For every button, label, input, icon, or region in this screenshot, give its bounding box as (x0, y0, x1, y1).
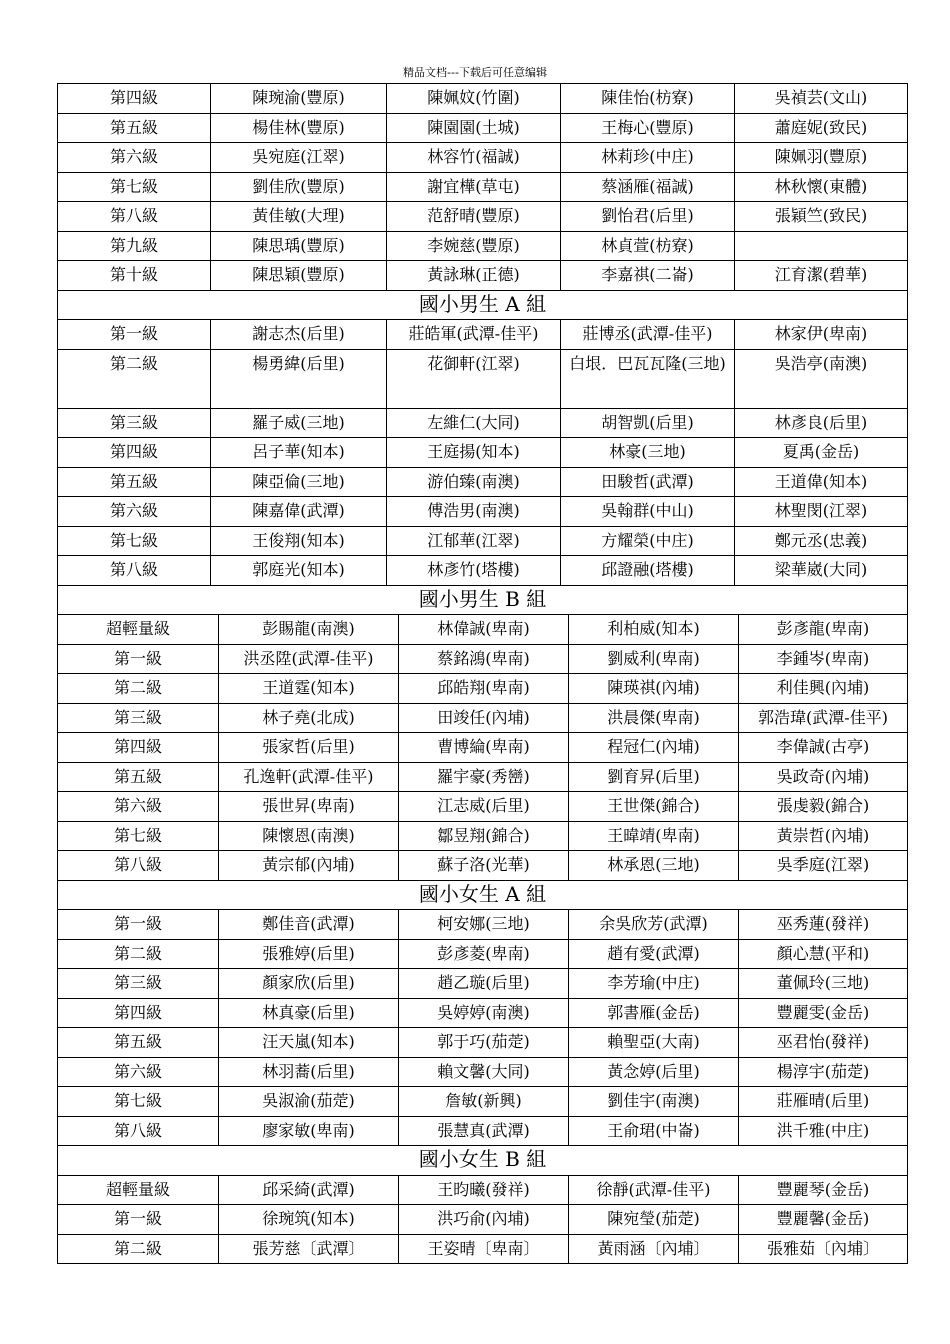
rank-3-cell: 白垠．巴瓦瓦隆(三地) (561, 349, 735, 408)
rank-4-cell: 郭浩瑋(武潭-佳平) (739, 703, 908, 733)
weight-class-cell: 第九級 (58, 231, 211, 261)
rank-4-cell: 梁華崴(大同) (735, 556, 908, 586)
table-row (58, 703, 908, 733)
rank-3-cell: 田駿哲(武潭) (561, 467, 735, 497)
rank-2-cell: 王庭揚(知本) (387, 438, 561, 468)
weight-class-cell: 第二級 (58, 349, 211, 408)
table-row (58, 762, 908, 792)
rank-2-cell: 賴文馨(大同) (399, 1057, 569, 1087)
rank-1-cell: 楊勇緯(后里) (211, 349, 387, 408)
rank-3-cell: 程冠仁(內埔) (569, 733, 739, 763)
weight-class-cell: 超輕量級 (58, 615, 219, 645)
rank-2-cell: 鄒昱翔(錦合) (399, 821, 569, 851)
rank-4-cell: 黃崇哲(內埔) (739, 821, 908, 851)
table-row (58, 1087, 908, 1117)
rank-4-cell: 夏禹(金岳) (735, 438, 908, 468)
table-row (58, 644, 908, 674)
rank-2-cell: 彭彥菱(卑南) (399, 939, 569, 969)
rank-3-cell: 黃念婷(后里) (569, 1057, 739, 1087)
weight-class-cell: 第八級 (58, 202, 211, 232)
rank-4-cell: 林彥良(后里) (735, 408, 908, 438)
rank-1-cell: 張世昇(卑南) (219, 792, 399, 822)
rank-1-cell: 陳琬渝(豐原) (211, 84, 387, 114)
rank-4-cell: 吳浩亭(南澳) (735, 349, 908, 408)
table-row (58, 733, 908, 763)
rank-4-cell: 張穎竺(致民) (735, 202, 908, 232)
table-row (58, 1234, 908, 1264)
rank-1-cell: 洪丞陞(武潭-佳平) (219, 644, 399, 674)
results-container (57, 83, 907, 1264)
table-row (58, 84, 908, 114)
table-row (58, 851, 908, 881)
rank-2-cell: 黃詠琳(正德) (387, 261, 561, 291)
rank-4-cell: 鄭元丞(忠義) (735, 526, 908, 556)
table-row (58, 615, 908, 645)
table-row (58, 792, 908, 822)
rank-2-cell: 洪巧俞(內埔) (399, 1205, 569, 1235)
table-row (58, 438, 908, 468)
rank-4-cell: 江育潔(碧華) (735, 261, 908, 291)
rank-3-cell: 黃雨涵〔內埔〕 (569, 1234, 739, 1264)
rank-3-cell: 賴聖亞(大南) (569, 1028, 739, 1058)
rank-2-cell: 陳園園(土城) (387, 113, 561, 143)
weight-class-cell: 第七級 (58, 1087, 219, 1117)
results-table-group0 (57, 83, 908, 320)
rank-3-cell: 林莉珍(中庄) (561, 143, 735, 173)
table-row (58, 674, 908, 704)
weight-class-cell: 第一級 (58, 320, 211, 350)
rank-3-cell: 陳瑛祺(內埔) (569, 674, 739, 704)
rank-1-cell: 邱采綺(武潭) (219, 1175, 399, 1205)
rank-1-cell: 鄭佳音(武潭) (219, 910, 399, 940)
rank-3-cell: 陳佳怡(枋寮) (561, 84, 735, 114)
rank-3-cell: 林貞萱(枋寮) (561, 231, 735, 261)
rank-3-cell: 林承恩(三地) (569, 851, 739, 881)
weight-class-cell: 第四級 (58, 733, 219, 763)
rank-4-cell: 吳禎芸(文山) (735, 84, 908, 114)
section-title-row (58, 585, 908, 615)
rank-2-cell: 詹敏(新興) (399, 1087, 569, 1117)
weight-class-cell: 第六級 (58, 497, 211, 527)
rank-4-cell: 李鍾岑(卑南) (739, 644, 908, 674)
rank-3-cell: 莊博丞(武潭-佳平) (561, 320, 735, 350)
weight-class-cell: 第六級 (58, 143, 211, 173)
table-row (58, 467, 908, 497)
weight-class-cell: 第五級 (58, 762, 219, 792)
rank-4-cell: 楊淳宇(茄萣) (739, 1057, 908, 1087)
rank-3-cell: 王世傑(錦合) (569, 792, 739, 822)
rank-3-cell: 王梅心(豐原) (561, 113, 735, 143)
rank-1-cell: 張家哲(后里) (219, 733, 399, 763)
weight-class-cell: 第二級 (58, 939, 219, 969)
rank-4-cell: 莊雁晴(后里) (739, 1087, 908, 1117)
weight-class-cell: 第五級 (58, 113, 211, 143)
section-title-row (58, 1146, 908, 1176)
rank-4-cell: 王道偉(知本) (735, 467, 908, 497)
rank-3-cell: 劉佳宇(南澳) (569, 1087, 739, 1117)
rank-4-cell: 林家伊(卑南) (735, 320, 908, 350)
table-row (58, 998, 908, 1028)
rank-3-cell: 李芳瑜(中庄) (569, 969, 739, 999)
page-header: 精品文档---下载后可任意编辑 (403, 66, 547, 79)
rank-2-cell: 范舒晴(豐原) (387, 202, 561, 232)
rank-4-cell: 豐麗雯(金岳) (739, 998, 908, 1028)
weight-class-cell: 第一級 (58, 644, 219, 674)
rank-2-cell: 林偉誠(卑南) (399, 615, 569, 645)
rank-4-cell: 吳政奇(內埔) (739, 762, 908, 792)
weight-class-cell: 第四級 (58, 438, 211, 468)
rank-4-cell: 張雅茹〔內埔〕 (739, 1234, 908, 1264)
rank-1-cell: 陳亞倫(三地) (211, 467, 387, 497)
rank-4-cell: 巫秀蓮(發祥) (739, 910, 908, 940)
rank-1-cell: 楊佳林(豐原) (211, 113, 387, 143)
rank-2-cell: 左維仁(大同) (387, 408, 561, 438)
rank-2-cell: 王昀曦(發祥) (399, 1175, 569, 1205)
rank-2-cell: 邱皓翔(卑南) (399, 674, 569, 704)
table-row (58, 408, 908, 438)
table-row (58, 910, 908, 940)
rank-1-cell: 彭賜龍(南澳) (219, 615, 399, 645)
rank-2-cell: 江志威(后里) (399, 792, 569, 822)
rank-2-cell: 羅宇豪(秀巒) (399, 762, 569, 792)
rank-1-cell: 吳宛庭(江翠) (211, 143, 387, 173)
rank-1-cell: 王俊翔(知本) (211, 526, 387, 556)
rank-1-cell: 張雅婷(后里) (219, 939, 399, 969)
rank-3-cell: 陳宛瑩(茄萣) (569, 1205, 739, 1235)
rank-1-cell: 黃宗郁(內埔) (219, 851, 399, 881)
rank-3-cell: 劉育昇(后里) (569, 762, 739, 792)
rank-2-cell: 曹博綸(卑南) (399, 733, 569, 763)
table-row (58, 1028, 908, 1058)
table-row (58, 939, 908, 969)
rank-1-cell: 陳思穎(豐原) (211, 261, 387, 291)
rank-1-cell: 陳懷恩(南澳) (219, 821, 399, 851)
rank-2-cell: 莊皓軍(武潭-佳平) (387, 320, 561, 350)
rank-4-cell: 彭彥龍(卑南) (739, 615, 908, 645)
rank-4-cell: 林聖閔(江翠) (735, 497, 908, 527)
results-table-group2 (57, 614, 908, 1264)
weight-class-cell: 第八級 (58, 851, 219, 881)
rank-1-cell: 孔逸軒(武潭-佳平) (219, 762, 399, 792)
rank-4-cell: 巫君怡(發祥) (739, 1028, 908, 1058)
weight-class-cell: 第二級 (58, 1234, 219, 1264)
rank-2-cell: 李婉慈(豐原) (387, 231, 561, 261)
table-row (58, 969, 908, 999)
rank-1-cell: 謝志杰(后里) (211, 320, 387, 350)
rank-4-cell: 李偉誠(古亭) (739, 733, 908, 763)
rank-1-cell: 郭庭光(知本) (211, 556, 387, 586)
weight-class-cell: 第八級 (58, 1116, 219, 1146)
rank-2-cell: 蔡銘鴻(卑南) (399, 644, 569, 674)
weight-class-cell: 第六級 (58, 1057, 219, 1087)
weight-class-cell: 第六級 (58, 792, 219, 822)
rank-4-cell: 利佳興(內埔) (739, 674, 908, 704)
rank-1-cell: 汪天嵐(知本) (219, 1028, 399, 1058)
table-row (58, 349, 908, 408)
table-row (58, 821, 908, 851)
section-title: 國小男生 A 組 (58, 290, 908, 320)
table-row (58, 1205, 908, 1235)
section-title-row (58, 290, 908, 320)
rank-3-cell: 郭書雁(金岳) (569, 998, 739, 1028)
weight-class-cell: 第七級 (58, 172, 211, 202)
table-row (58, 261, 908, 291)
rank-3-cell: 邱證融(塔樓) (561, 556, 735, 586)
section-title: 國小女生 A 組 (58, 880, 908, 910)
rank-1-cell: 羅子威(三地) (211, 408, 387, 438)
rank-2-cell: 郭于巧(茄萣) (399, 1028, 569, 1058)
rank-2-cell: 游伯臻(南澳) (387, 467, 561, 497)
rank-2-cell: 林容竹(福誠) (387, 143, 561, 173)
rank-3-cell: 方耀榮(中庄) (561, 526, 735, 556)
rank-3-cell: 王暐靖(卑南) (569, 821, 739, 851)
rank-1-cell: 林羽蕎(后里) (219, 1057, 399, 1087)
weight-class-cell: 第三級 (58, 703, 219, 733)
weight-class-cell: 第七級 (58, 526, 211, 556)
rank-4-cell: 蕭庭妮(致民) (735, 113, 908, 143)
table-row (58, 556, 908, 586)
table-row (58, 231, 908, 261)
rank-3-cell: 胡智凱(后里) (561, 408, 735, 438)
rank-1-cell: 吳淑渝(茄萣) (219, 1087, 399, 1117)
rank-2-cell: 蘇子洛(光華) (399, 851, 569, 881)
rank-1-cell: 林子堯(北成) (219, 703, 399, 733)
rank-3-cell: 蔡涵雁(福誠) (561, 172, 735, 202)
rank-3-cell: 吳翰群(中山) (561, 497, 735, 527)
rank-4-cell: 吳季庭(江翠) (739, 851, 908, 881)
table-row (58, 1175, 908, 1205)
rank-3-cell: 余吳欣芳(武潭) (569, 910, 739, 940)
rank-2-cell: 吳婷婷(南澳) (399, 998, 569, 1028)
table-row (58, 172, 908, 202)
rank-3-cell: 李嘉祺(二崙) (561, 261, 735, 291)
rank-3-cell: 徐靜(武潭-佳平) (569, 1175, 739, 1205)
rank-4-cell (735, 231, 908, 261)
weight-class-cell: 第四級 (58, 998, 219, 1028)
weight-class-cell: 第三級 (58, 969, 219, 999)
rank-4-cell: 豐麗琴(金岳) (739, 1175, 908, 1205)
rank-1-cell: 廖家敏(卑南) (219, 1116, 399, 1146)
rank-4-cell: 張虔毅(錦合) (739, 792, 908, 822)
rank-1-cell: 黃佳敏(大理) (211, 202, 387, 232)
rank-4-cell: 豐麗馨(金岳) (739, 1205, 908, 1235)
section-title: 國小女生 B 組 (58, 1146, 908, 1176)
rank-2-cell: 王姿晴〔卑南〕 (399, 1234, 569, 1264)
rank-1-cell: 徐琬筑(知本) (219, 1205, 399, 1235)
rank-1-cell: 林真豪(后里) (219, 998, 399, 1028)
table-row (58, 497, 908, 527)
weight-class-cell: 第一級 (58, 1205, 219, 1235)
rank-1-cell: 呂子華(知本) (211, 438, 387, 468)
table-row (58, 143, 908, 173)
rank-4-cell: 董佩玲(三地) (739, 969, 908, 999)
weight-class-cell: 第三級 (58, 408, 211, 438)
rank-2-cell: 傅浩男(南澳) (387, 497, 561, 527)
table-row (58, 526, 908, 556)
weight-class-cell: 第十級 (58, 261, 211, 291)
rank-4-cell: 林秋懷(東體) (735, 172, 908, 202)
rank-2-cell: 趙乙璇(后里) (399, 969, 569, 999)
rank-3-cell: 利柏威(知本) (569, 615, 739, 645)
rank-3-cell: 洪晨傑(卑南) (569, 703, 739, 733)
rank-2-cell: 田竣任(內埔) (399, 703, 569, 733)
rank-1-cell: 陳嘉偉(武潭) (211, 497, 387, 527)
rank-3-cell: 劉怡君(后里) (561, 202, 735, 232)
table-row (58, 320, 908, 350)
rank-2-cell: 張慧真(武潭) (399, 1116, 569, 1146)
rank-4-cell: 洪千雅(中庄) (739, 1116, 908, 1146)
rank-2-cell: 江郁華(江翠) (387, 526, 561, 556)
weight-class-cell: 第七級 (58, 821, 219, 851)
weight-class-cell: 第五級 (58, 467, 211, 497)
rank-3-cell: 劉威利(卑南) (569, 644, 739, 674)
rank-3-cell: 王俞珺(中崙) (569, 1116, 739, 1146)
table-row (58, 1116, 908, 1146)
weight-class-cell: 第八級 (58, 556, 211, 586)
rank-2-cell: 林彥竹(塔樓) (387, 556, 561, 586)
section-title-row (58, 880, 908, 910)
weight-class-cell: 第五級 (58, 1028, 219, 1058)
results-table-group1 (57, 319, 908, 615)
rank-1-cell: 顏家欣(后里) (219, 969, 399, 999)
weight-class-cell: 第四級 (58, 84, 211, 114)
rank-1-cell: 王道霆(知本) (219, 674, 399, 704)
table-row (58, 1057, 908, 1087)
rank-1-cell: 劉佳欣(豐原) (211, 172, 387, 202)
rank-3-cell: 林豪(三地) (561, 438, 735, 468)
rank-2-cell: 陳姵妏(竹圍) (387, 84, 561, 114)
weight-class-cell: 第一級 (58, 910, 219, 940)
rank-2-cell: 花御軒(江翠) (387, 349, 561, 408)
section-title: 國小男生 B 組 (58, 585, 908, 615)
rank-1-cell: 張芳慈〔武潭〕 (219, 1234, 399, 1264)
rank-4-cell: 顏心慧(平和) (739, 939, 908, 969)
weight-class-cell: 超輕量級 (58, 1175, 219, 1205)
rank-3-cell: 趙有愛(武潭) (569, 939, 739, 969)
table-row (58, 113, 908, 143)
weight-class-cell: 第二級 (58, 674, 219, 704)
rank-2-cell: 謝宜樺(草屯) (387, 172, 561, 202)
rank-4-cell: 陳姵羽(豐原) (735, 143, 908, 173)
table-row (58, 202, 908, 232)
rank-1-cell: 陳思瑀(豐原) (211, 231, 387, 261)
rank-2-cell: 柯安娜(三地) (399, 910, 569, 940)
